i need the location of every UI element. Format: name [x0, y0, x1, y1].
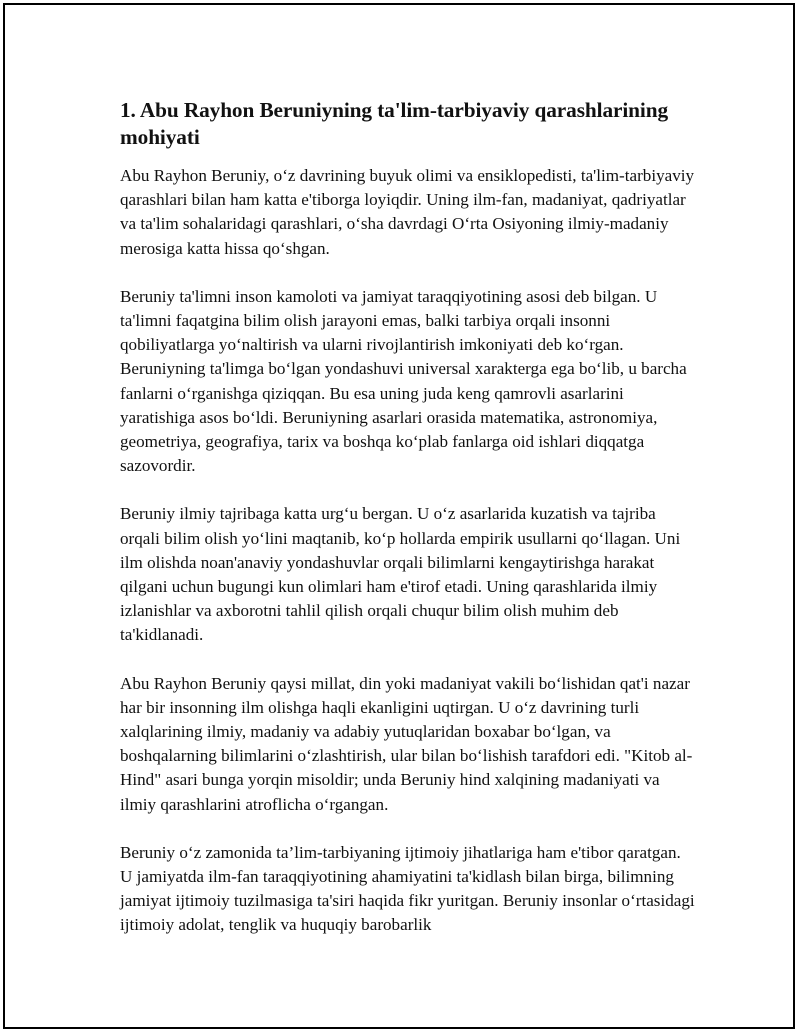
paragraph-4: Abu Rayhon Beruniy qaysi millat, din yoki madaniyat vakili bo‘lishidan qat'i nazar har bir insonning ilm olishga haqli ekanligini uqtirgan. U o‘z davrining turli xalqlarining ilmiy, madaniy va adabiy yutuqlaridan boxabar bo‘lgan, va boshqalarning bilimlarini o‘zlashtirish, ular bilan bo‘lishish tarafdori edi. "Kitob al-Hind" asari bunga yorqin misoldir; unda Beruniy hind xalqining madaniyati va ilmiy qarashlarini atroflicha o‘rgangan.: [120, 673, 693, 814]
section-heading: 1. Abu Rayhon Beruniyning ta'lim-tarbiyaviy qarashlarining mohiyati: [120, 98, 669, 149]
paragraph-2: Beruniy ta'limni inson kamoloti va jamiyat taraqqiyotining asosi deb bilgan. U ta'limni faqatgina bilim olish jarayoni emas, balki tarbiya orqali insonni qobiliyatlarga yo‘naltirish va ularni rivojlantirish imkoniyati deb ko‘rgan. Beruniyning ta'limga bo‘lgan yondashuvi universal xarakterga ega bo‘lib, u barcha fanlarni o‘rganishga qiziqqan. Bu esa uning juda keng qamrovli asarlarini yaratishiga asos bo‘ldi. Beruniyning asarlari orasida matematika, astronomiya, geometriya, geografiya, tarix va boshqa ko‘plab fanlarga oid ishlari diqqatga sazovordir.: [120, 286, 687, 476]
page-frame: [3, 3, 795, 1029]
paragraph-3: Beruniy ilmiy tajribaga katta urg‘u bergan. U o‘z asarlarida kuzatish va tajriba orqali bilim olish yo‘lini maqtanib, ko‘p hollarda empirik usullarni qo‘llagan. Uni ilm olishda noan'anaviy yondashuvlar orqali bilimlarni kengaytirishga harakat qilgani uchun bugungi kun olimlari ham e'tirof etadi. Uning qarashlarida ilmiy izlanishlar va axborotni tahlil qilish orqali chuqur bilim olish muhim deb ta'kidlanadi.: [120, 504, 681, 645]
paragraph-1: Abu Rayhon Beruniy, o‘z davrining buyuk olimi va ensiklopedisti, ta'lim-tarbiyaviy qarashlari bilan ham katta e'tiborga loyiqdir. Uning ilm-fan, madaniyat, qadriyatlar va ta'lim sohalaridagi qarashlari, o‘sha davrdagi O‘rta Osiyoning ilmiy-madaniy merosiga katta hissa qo‘shgan.: [120, 166, 695, 258]
paragraph-5: Beruniy o‘z zamonida ta’lim-tarbiyaning ijtimoiy jihatlariga ham e'tibor qaratgan. U jamiyatda ilm-fan taraqqiyotining ahamiyatini ta'kidlash bilan birga, bilimning jamiyat ijtimoiy tuzilmasiga ta'siri haqida fikr yuritgan. Beruniy insonlar o‘rtasidagi ijtimoiy adolat, tenglik va huquqiy barobarlik: [120, 842, 695, 935]
document-body: [120, 97, 695, 938]
